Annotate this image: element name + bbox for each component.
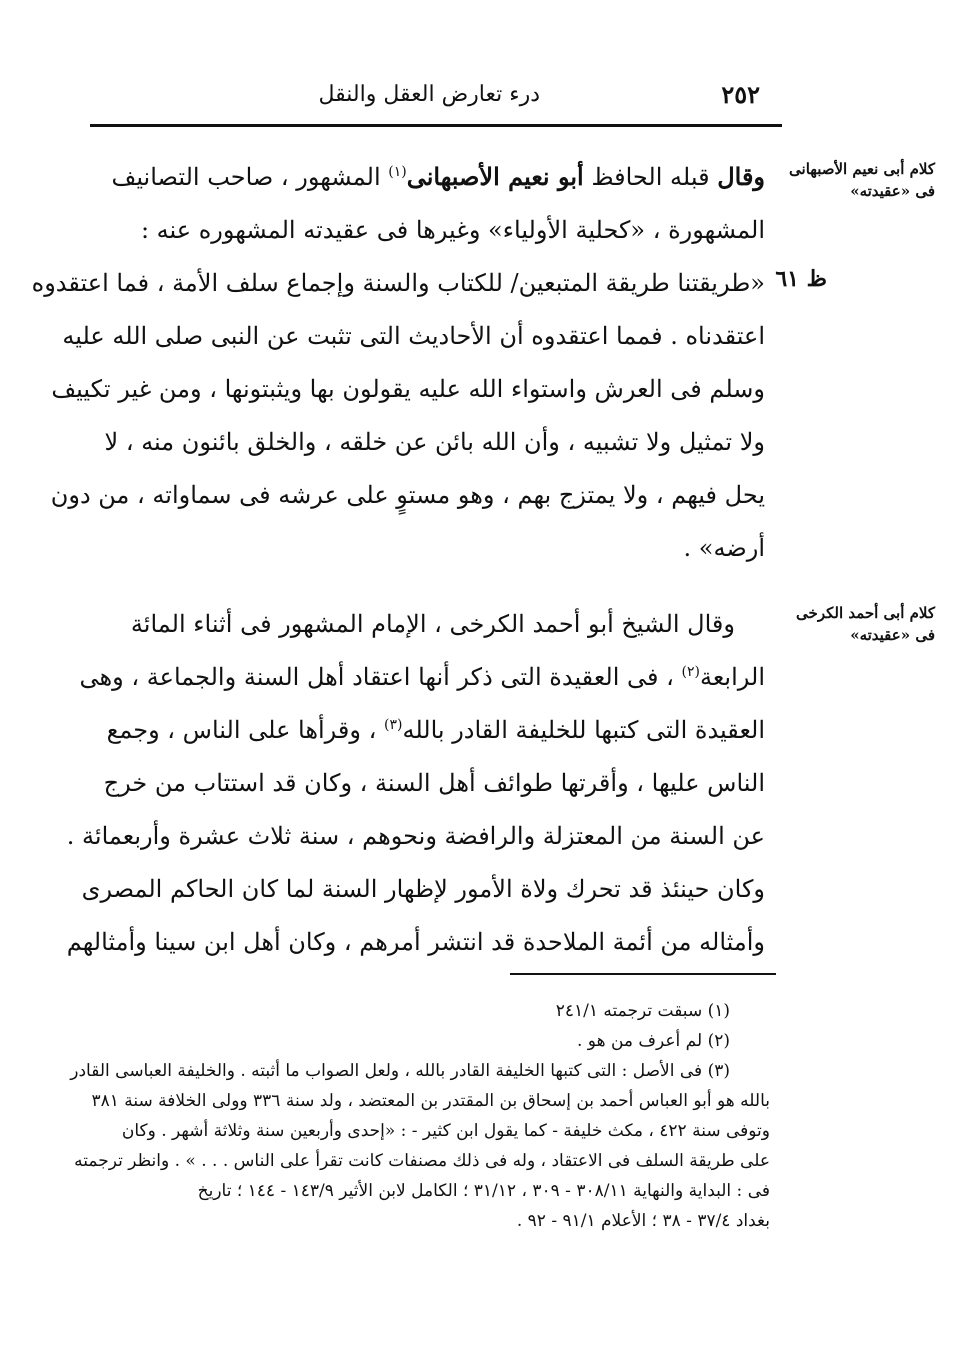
- lead-word: وقال: [717, 162, 765, 191]
- footnote-rule: [510, 973, 776, 975]
- footnotes: [70, 996, 770, 1236]
- text-span: ، وقرأها على الناس ، وجمع: [106, 716, 377, 744]
- text-line: [100, 150, 765, 204]
- page-number: ٢٥٢: [721, 80, 760, 109]
- text-line: عن السنة من المعتزلة والرافضة ونحوهم ، سنة ثلاث عشرة وأربعمائة .: [66, 822, 765, 850]
- text-line: وسلم فى العرش واستواء الله عليه يقولون بها ويثبتونها ، ومن غير تكييف: [51, 375, 765, 403]
- text-span: قبله الحافظ: [591, 163, 710, 191]
- header-rule: [90, 124, 782, 127]
- text-line: وأمثاله من أئمة الملاحدة قد انتشر أمرهم ، وكان أهل ابن سينا وأمثالهم: [66, 928, 765, 956]
- footnote-3: (٣) فى الأصل : التى كتبها الخليفة القادر بالله ، ولعل الصواب ما أثبته . والخليفة العباسى القادر: [70, 1061, 730, 1081]
- footnote-ref-3: (٣): [383, 717, 403, 733]
- text-span: ، فى العقيدة التى ذكر أنها اعتقاد أهل السنة والجماعة ، وهى: [79, 663, 674, 691]
- footnote-1: (١) سبقت ترجمته ٢٤١/١: [555, 1001, 730, 1021]
- margin-note-abu-nuaym: كلام أبى نعيم الأصبهانى فى «عقيدته»: [789, 160, 935, 200]
- footnote-3-line: وتوفى سنة ٤٢٢ ، مكث خليفة - كما يقول ابن كثير - : «إحدى وأربعين سنة وثلاثة أشهر . وكان: [121, 1121, 770, 1141]
- text-line: المشهورة ، «كحلية الأولياء» وغيرها فى عقيدته المشهوره عنه :: [140, 216, 765, 244]
- footnote-3-line: بالله هو أبو العباس أحمد بن إسحاق بن المقتدر بن المعتضد ، ولد سنة ٣٣٦ وولى الخلافة سنة ٣٨١: [91, 1091, 770, 1111]
- footnote-ref-2: (٢): [681, 664, 700, 680]
- text-line: [79, 651, 765, 704]
- paragraph-abu-nuaym: [31, 150, 765, 575]
- text-line: يحل فيهم ، ولا يمتزج بهم ، وهو مستوٍ على عرشه فى سماواته ، من دون: [50, 481, 765, 509]
- text-line: «طريقتنا طريقة المتبعين/ للكتاب والسنة وإجماع سلف الأمة ، فما اعتقدوه: [31, 269, 765, 297]
- text-line: أرضه» .: [683, 534, 765, 562]
- footnote-3-line: فى : البداية والنهاية ٣٠٨/١١ - ٣٠٩ ، ٣١/١٢ ؛ الكامل لابن الأثير ١٤٣/٩ - ١٤٤ ؛ تاريخ: [197, 1181, 770, 1201]
- text-line: الناس عليها ، وأقرتها طوائف أهل السنة ، وكان قد استتاب من خرج: [103, 769, 765, 797]
- text-span: العقيدة التى كتبها للخليفة القادر بالله: [402, 716, 765, 744]
- footnote-3-line: على طريقة السلف فى الاعتقاد ، وله فى ذلك مصنفات كانت تقرأ على الناس . . . » . وانظر ترجمته: [74, 1151, 770, 1171]
- paragraph-karkhi: [66, 598, 765, 969]
- text-line: وقال الشيخ أبو أحمد الكرخى ، الإمام المشهور فى أثناء المائة: [130, 610, 735, 638]
- text-span: الرابعة: [699, 663, 765, 691]
- running-title: درء تعارض العقل والنقل: [318, 82, 540, 107]
- folio-marker: ظ ٦١: [775, 266, 827, 292]
- text-line: وكان حينئذ قد تحرك ولاة الأمور لإظهار السنة لما كان الحاكم المصرى: [81, 875, 765, 903]
- text-line: [100, 704, 765, 757]
- footnote-3-line: بغداد ٣٧/٤ - ٣٨ ؛ الأعلام ٩١/١ - ٩٢ .: [516, 1211, 770, 1231]
- text-span: المشهور ، صاحب التصانيف: [111, 163, 381, 191]
- author-name: أبو نعيم الأصبهانى: [406, 162, 584, 191]
- page-header: [90, 80, 780, 116]
- text-line: ولا تمثيل ولا تشبيه ، وأن الله بائن عن خلقه ، والخلق بائنون منه ، لا: [104, 428, 765, 456]
- footnote-ref-1: (١): [388, 164, 407, 180]
- footnote-2: (٢) لم أعرف من هو .: [577, 1031, 730, 1051]
- text-line: اعتقدناه . فمما اعتقدوه أن الأحاديث التى تثبت عن النبى صلى الله عليه: [62, 322, 765, 350]
- margin-note-karkhi: كلام أبى أحمد الكرخى فى «عقيدته»: [796, 604, 935, 644]
